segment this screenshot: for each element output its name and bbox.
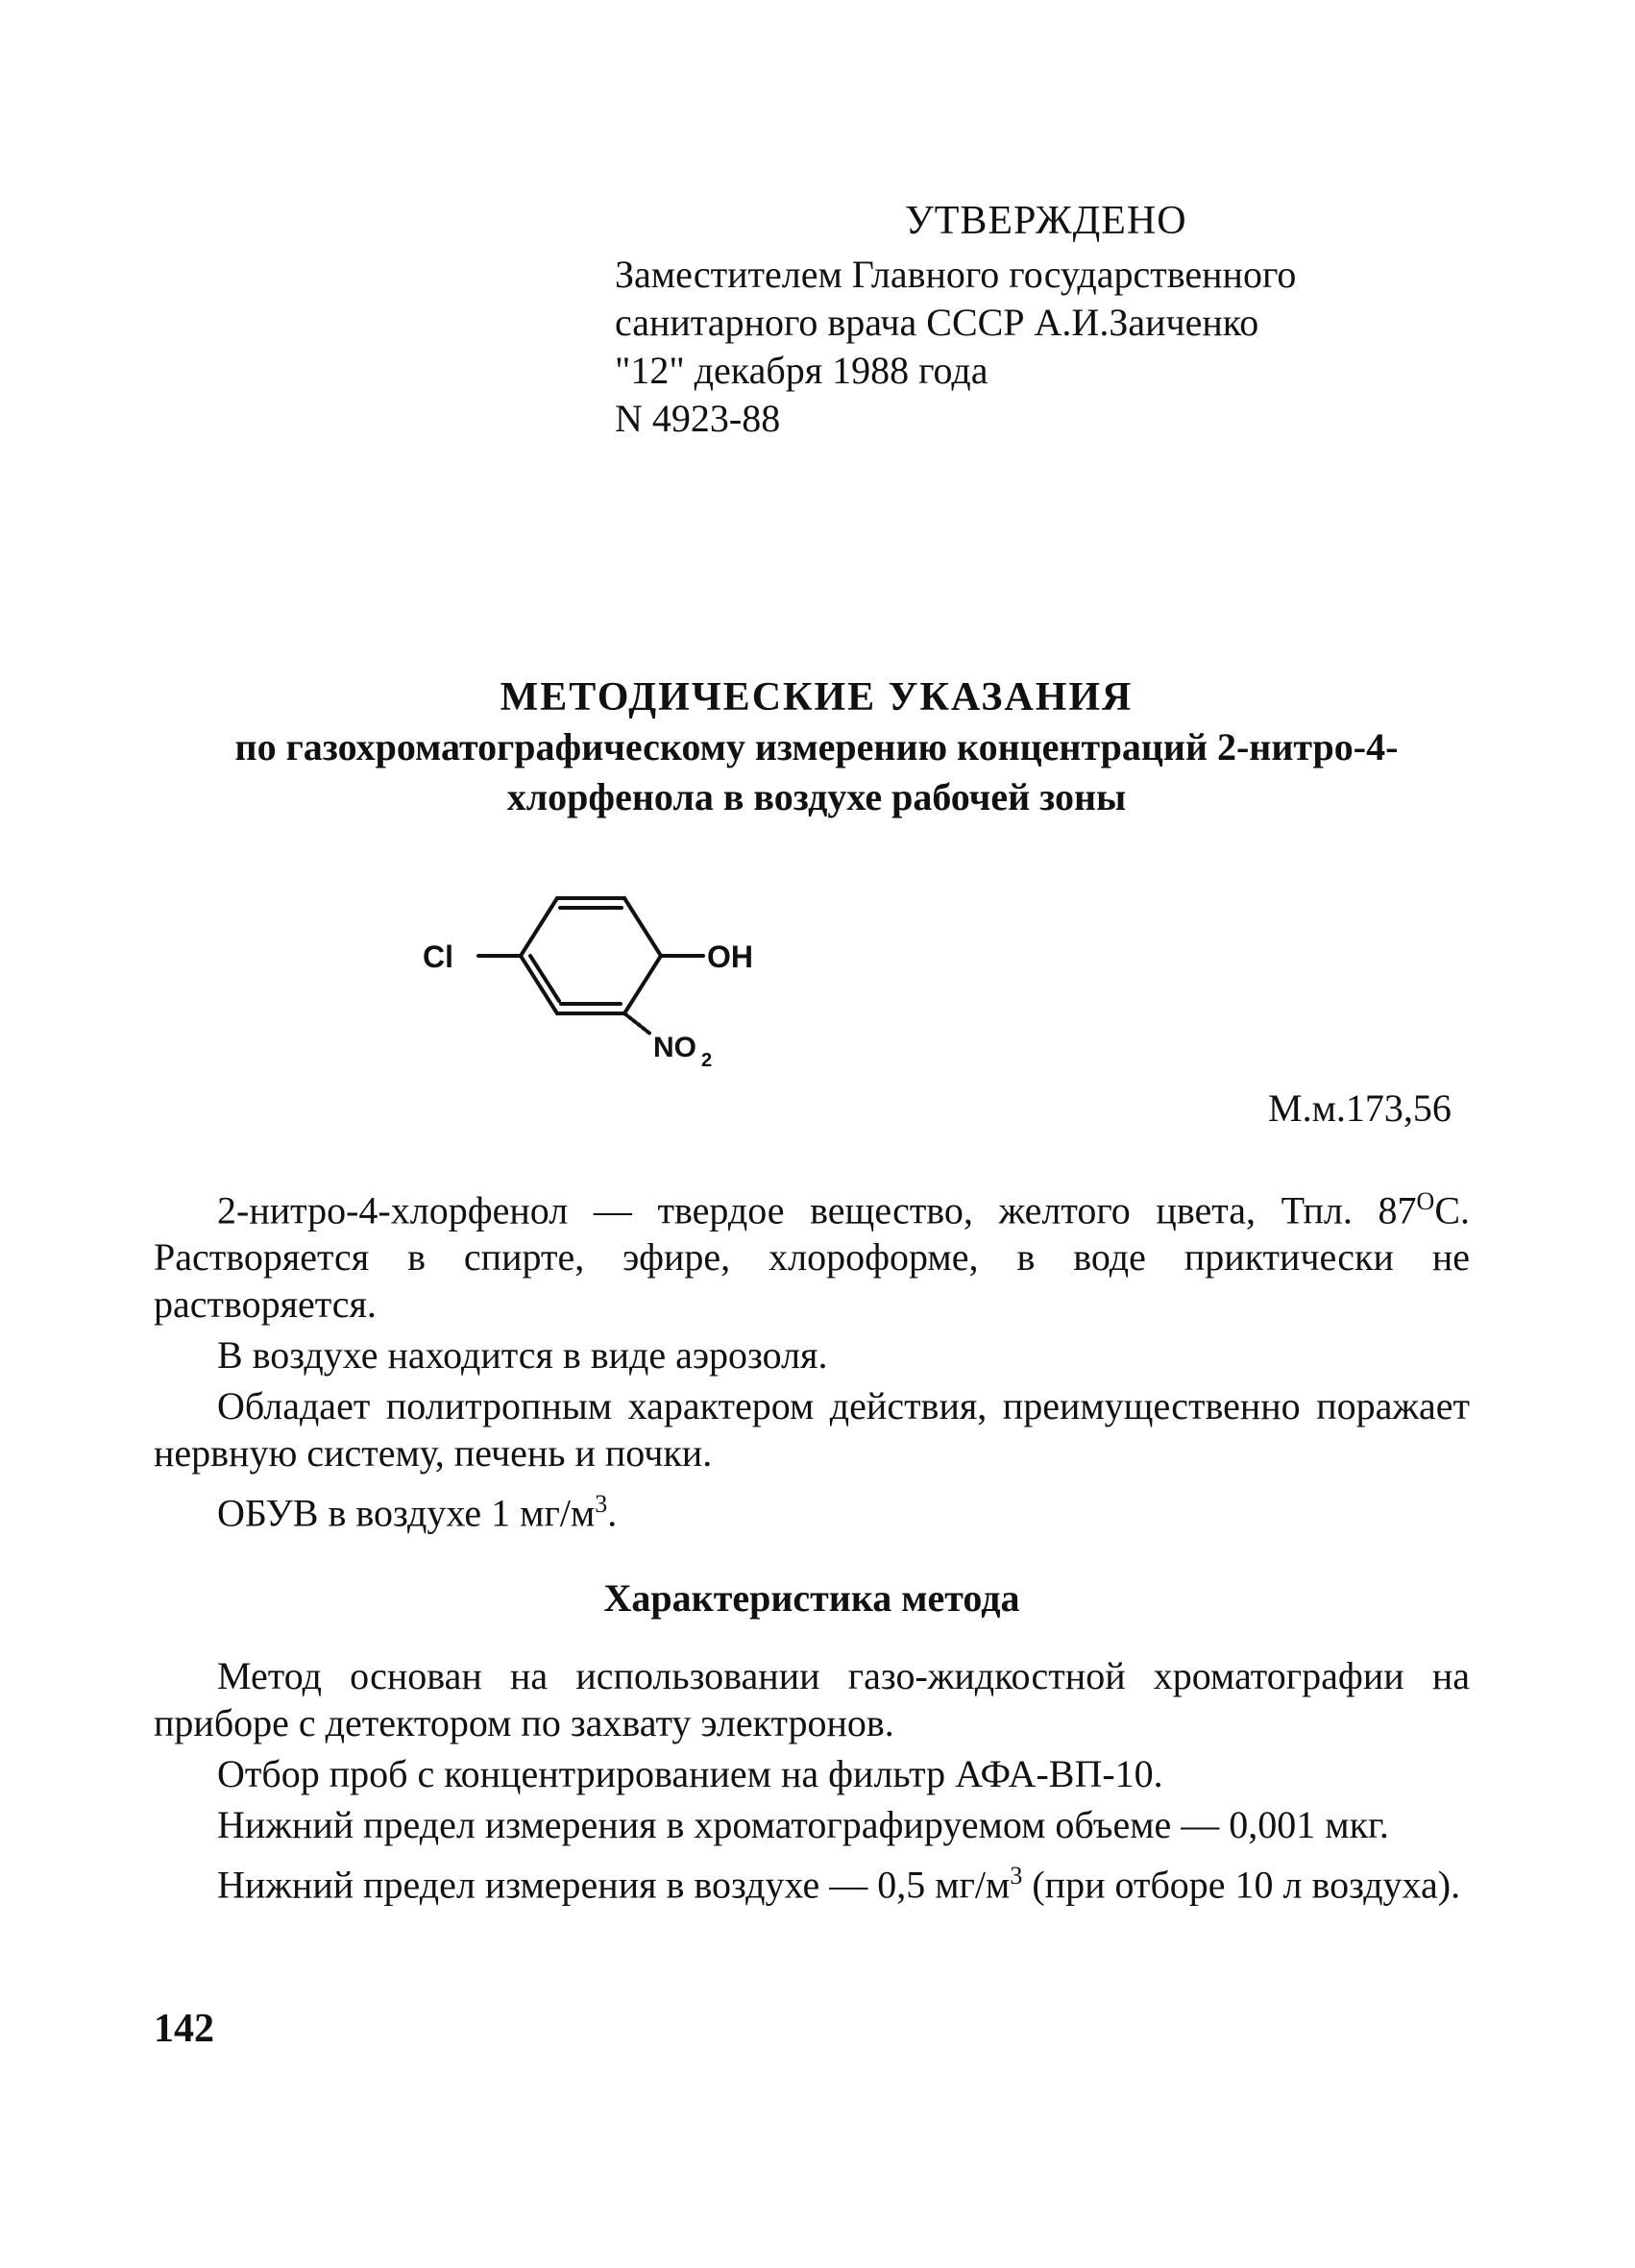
text-span: ОБУВ в воздухе 1 мг/м [217,1491,596,1535]
text-span: С. Растворяется в спирте, эфире, хлороформе, в воде приктически не растворяется. [154,1188,1470,1327]
substance-description [154,1178,1470,1541]
document-subtitle-line-2: хлорфенола в воздухе рабочей зоны [506,775,1127,818]
no2-label: NO [653,1032,696,1063]
method-description [154,1652,1470,1912]
text-span: . [607,1491,618,1535]
oh-label: OH [707,939,753,974]
ring-bond [521,898,557,956]
no2-bond [624,1013,651,1035]
unit-superscript: 3 [1010,1862,1023,1890]
method-paragraph: Метод основан на использовании газо-жидкостной хроматографии на приборе с детектором по захвату электронов. [154,1654,1470,1744]
approval-line: N 4923-88 [615,397,781,440]
degree-superscript: O [1416,1187,1435,1215]
ring-bond [624,898,661,956]
molecular-mass: М.м.173,56 [1268,1086,1452,1130]
text-span: Нижний предел измерения в воздухе — 0,5 мг/м [217,1863,1011,1907]
approval-title: УТВЕРЖДЕНО [905,199,1187,243]
no2-subscript: 2 [701,1050,713,1071]
approval-line: Заместителем Главного государственного [615,253,1297,296]
method-paragraph: Нижний предел измерения в хроматографируемом объеме — 0,001 мкг. [217,1803,1389,1846]
approval-line: "12" декабря 1988 года [615,349,988,392]
method-paragraph: Отбор проб с концентрированием на фильтр АФА-ВП-10. [217,1752,1163,1795]
approval-line: санитарного врача СССР А.И.Заиченко [615,301,1259,344]
method-paragraph [154,1852,1470,1908]
unit-superscript: 3 [595,1490,608,1519]
document-title-block [115,672,1518,822]
description-paragraph: В воздухе находится в виде аэрозоля. [217,1333,828,1378]
ring-bond [624,956,661,1013]
approval-block [615,197,1296,443]
description-paragraph [154,1480,1470,1536]
structural-formula [403,879,769,1081]
page-number: 142 [154,2007,214,2051]
text-span: 2-нитро-4-хлорфенол — твердое вещество, желтого цвета, Тпл. 87 [217,1188,1417,1232]
section-heading: Характеристика метода [603,1576,1020,1620]
cl-label: Cl [423,939,453,974]
ring-bond [521,956,557,1013]
description-paragraph [154,1178,1470,1328]
document-title: МЕТОДИЧЕСКИЕ УКАЗАНИЯ [500,675,1134,719]
document-subtitle-line-1: по газохроматографическому измерению концентраций 2-нитро-4- [234,725,1399,768]
text-span: (при отборе 10 л воздуха). [1022,1863,1461,1907]
description-paragraph: Обладает политропным характером действия, преимущественно поражает нервную систему, печень и почки. [154,1384,1470,1475]
